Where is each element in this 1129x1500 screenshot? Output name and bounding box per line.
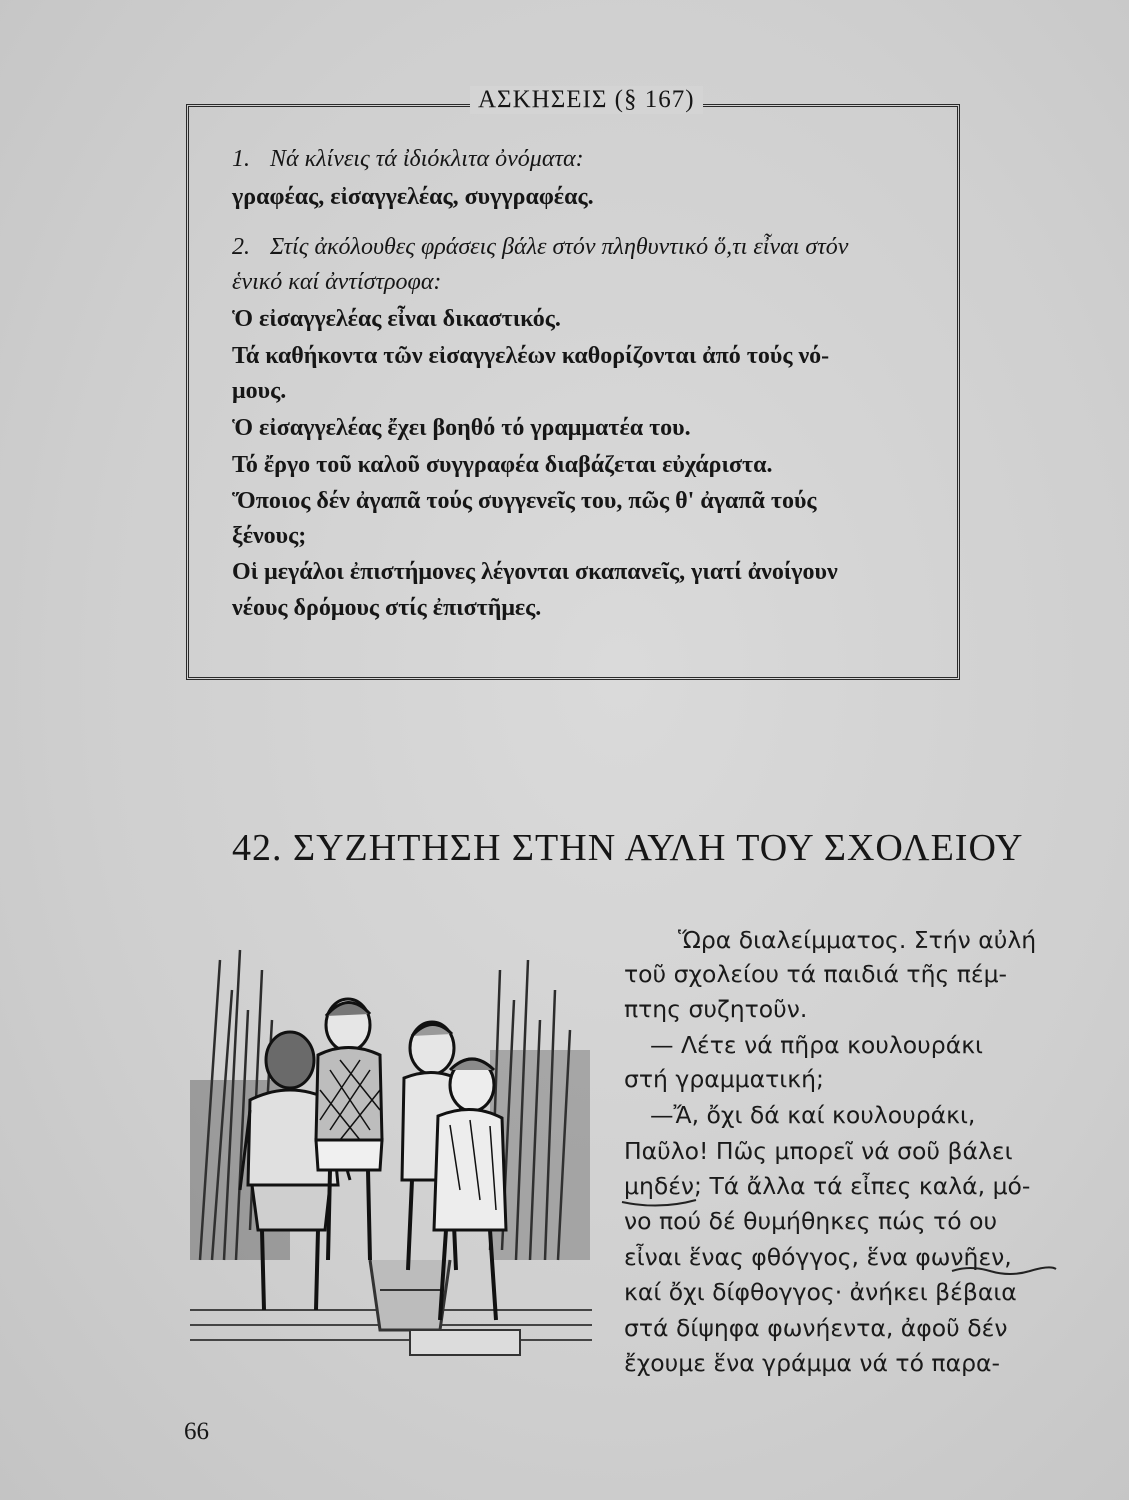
story-line: στά δίψηφα φωνήεντα, ἀφοῦ δέν bbox=[624, 1314, 1008, 1342]
exercise-2-sentence: Τό ἔργο τοῦ καλοῦ συγγραφέα διαβάζεται εὐχάριστα. bbox=[232, 452, 773, 478]
story-line: Παῦλο! Πῶς μπορεῖ νά σοῦ βάλει bbox=[624, 1137, 1013, 1165]
exercise-2-sentence: Τά καθήκοντα τῶν εἰσαγγελέων καθορίζονται ἀπό τούς νό- bbox=[232, 343, 830, 369]
exercise-2-sentence: Οἱ μεγάλοι ἐπιστήμονες λέγονται σκαπανεῖς, γιατί ἀνοίγουν bbox=[232, 559, 838, 585]
story-line: νο πού δέ θυμήθηκες πώς τό ου bbox=[624, 1207, 998, 1235]
story-line: εἶναι ἕνας φθόγγος, ἕνα φωνῆεν, bbox=[624, 1243, 1012, 1271]
story-line: πτης συζητοῦν. bbox=[624, 995, 808, 1023]
story-line: στή γραμματική; bbox=[624, 1065, 824, 1093]
exercise-1-words: γραφέας, εἰσαγγελέας, συγγραφέας. bbox=[232, 184, 594, 210]
exercise-2-sentence: Ὁ εἰσαγγελέας ἔχει βοηθό τό γραμματέα του. bbox=[232, 415, 691, 441]
exercise-2-sentence: ξένους; bbox=[232, 523, 307, 549]
handwritten-underline bbox=[620, 1196, 700, 1210]
handwritten-underline bbox=[950, 1263, 1060, 1277]
story-line: καί ὄχι δίφθογγος· ἀνήκει βέβαια bbox=[624, 1278, 1017, 1306]
story-line: ἔχουμε ἕνα γράμμα νά τό παρα- bbox=[624, 1349, 1000, 1377]
exercise-2-sentence: Ὅποιος δέν ἀγαπᾶ τούς συγγενεῖς του, πῶς θ' ἀγαπᾶ τούς bbox=[232, 488, 817, 514]
exercise-2-instruction-cont: ἑνικό καί ἀντίστροφα: bbox=[232, 269, 442, 295]
story-line: Ὥρα διαλείμματος. Στήν αὐλή bbox=[678, 926, 1037, 954]
exercise-box-title: ΑΣΚΗΣΕΙΣ (§ 167) bbox=[470, 86, 703, 114]
story-line: μηδέν; Τά ἄλλα τά εἶπες καλά, μό- bbox=[624, 1172, 1031, 1200]
story-line: —Ἄ, ὄχι δά καί κουλουράκι, bbox=[650, 1101, 976, 1129]
exercise-2-sentence: Ὁ εἰσαγγελέας εἶναι δικαστικός. bbox=[232, 306, 561, 332]
story-line: — Λέτε νά πῆρα κουλουράκι bbox=[650, 1031, 983, 1059]
exercise-2-sentence: νέους δρόμους στίς ἐπιστῆμες. bbox=[232, 595, 542, 621]
exercise-1-instruction: 1. Νά κλίνεις τά ἰδιόκλιτα ὀνόματα: bbox=[232, 146, 584, 172]
exercise-2-sentence: μους. bbox=[232, 378, 287, 404]
story-line: τοῦ σχολείου τά παιδιά τῆς πέμ- bbox=[624, 960, 1008, 988]
chapter-title: 42. ΣΥΖΗΤΗΣΗ ΣΤΗΝ ΑΥΛΗ ΤΟΥ ΣΧΟΛΕΙΟΥ bbox=[232, 827, 1024, 869]
exercise-2-instruction: 2. Στίς ἀκόλουθες φράσεις βάλε στόν πληθυντικό ὅ,τι εἶναι στόν bbox=[232, 234, 849, 260]
page-number: 66 bbox=[184, 1418, 209, 1445]
schoolboys-illustration bbox=[190, 930, 592, 1370]
